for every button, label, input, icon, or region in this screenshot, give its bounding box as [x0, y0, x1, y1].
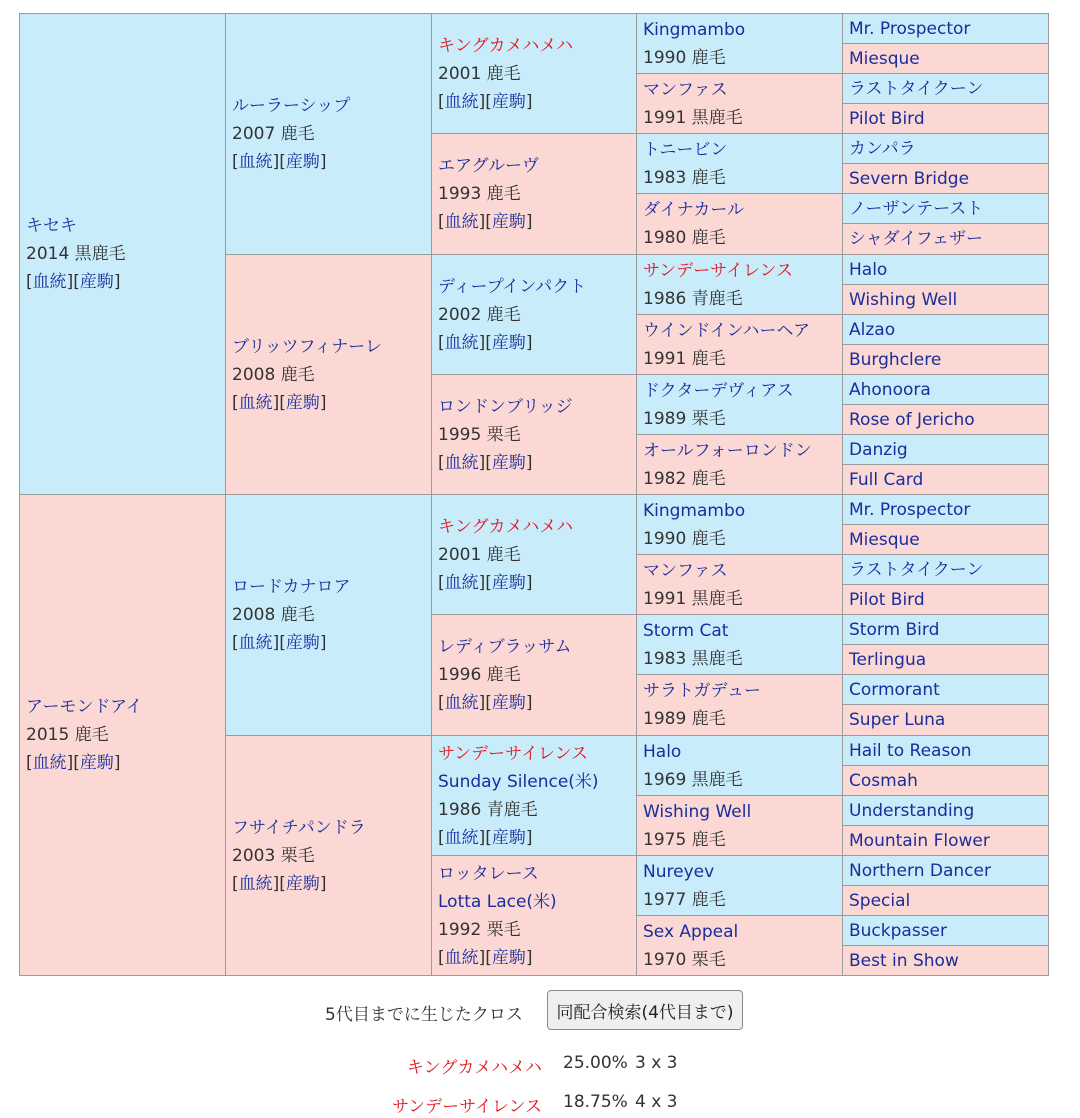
birth-year-color: 1989 栗毛 — [643, 408, 726, 429]
horse-name-link[interactable]: Kingmambo — [643, 19, 746, 40]
pedigree-cell-g5 — [842, 223, 1049, 255]
horse-name-link[interactable]: Special — [849, 890, 911, 911]
bloodline-link[interactable]: 血統 — [238, 633, 273, 653]
pedigree-cell-g5 — [842, 524, 1049, 555]
pedigree-links: [血統][産駒] — [232, 873, 327, 894]
horse-english-name-link[interactable]: Sunday Silence(米) — [438, 771, 599, 792]
horse-name-link[interactable]: トニービン — [643, 139, 728, 160]
horse-name-link[interactable]: ラストタイクーン — [849, 78, 984, 99]
pedigree-cell-g4 — [636, 855, 843, 916]
offspring-link[interactable]: 産駒 — [491, 212, 526, 232]
horse-name-link[interactable]: アーモンドアイ — [26, 697, 143, 717]
same-mating-search-button[interactable]: 同配合検索(4代目まで) — [547, 990, 743, 1030]
pedigree-cell-g4 — [636, 73, 843, 134]
horse-name-link[interactable]: レディブラッサム — [438, 637, 572, 657]
pedigree-cell-g3 — [431, 374, 637, 495]
pedigree-cell-g2 — [225, 254, 432, 495]
pedigree-cell-g5 — [842, 73, 1049, 104]
pedigree-cell-g5 — [842, 494, 1049, 525]
pedigree-cell-g5 — [842, 735, 1049, 766]
horse-name-link[interactable]: Burghclere — [849, 349, 942, 370]
horse-name-link[interactable]: Northern Dancer — [849, 860, 991, 881]
horse-name-link[interactable]: Severn Bridge — [849, 168, 970, 189]
offspring-link[interactable]: 産駒 — [491, 947, 526, 968]
pedigree-links: [血統][産駒] — [232, 633, 327, 653]
horse-name-link[interactable]: ウインドインハーヘア — [643, 320, 810, 341]
pedigree-cell-g3 — [431, 494, 637, 615]
horse-english-name-link[interactable]: Lotta Lace(米) — [438, 891, 557, 912]
pedigree-cell-g4 — [636, 915, 843, 976]
pedigree-cell-g3 — [431, 855, 637, 976]
horse-name-link[interactable]: ルーラーシップ — [232, 96, 351, 116]
horse-name-link[interactable]: Nureyev — [643, 861, 715, 882]
horse-name-link[interactable]: Kingmambo — [643, 500, 746, 521]
bloodline-link[interactable]: 血統 — [444, 827, 479, 848]
bloodline-link[interactable]: 血統 — [444, 452, 479, 473]
pedigree-cell-g4 — [636, 735, 843, 796]
pedigree-links: [血統][産駒] — [438, 827, 533, 848]
pedigree-links: [血統][産駒] — [232, 392, 327, 413]
pedigree-cell-g5 — [842, 614, 1049, 645]
pedigree-links: [血統][産駒] — [438, 947, 533, 968]
pedigree-links: [血統][産駒] — [438, 212, 533, 232]
horse-name-link[interactable]: エアグルーヴ — [438, 156, 539, 176]
cross-percent: 18.75% — [563, 1092, 628, 1112]
cross-generation: 4 x 3 — [635, 1092, 678, 1112]
horse-name-link[interactable]: ノーザンテースト — [849, 198, 984, 219]
pedigree-cell-g5 — [842, 825, 1049, 856]
horse-name-link[interactable]: Mountain Flower — [849, 830, 990, 851]
horse-name-link[interactable]: Mr. Prospector — [849, 499, 971, 520]
pedigree-cell-g4 — [636, 374, 843, 435]
birth-year-color: 1993 鹿毛 — [438, 184, 521, 204]
horse-name-link[interactable]: Halo — [849, 259, 888, 280]
birth-year-color: 2008 鹿毛 — [232, 605, 315, 625]
pedigree-cell-g5 — [842, 193, 1049, 224]
birth-year-color: 1992 栗毛 — [438, 919, 521, 940]
pedigree-cell-g5 — [842, 855, 1049, 886]
pedigree-cell-g5 — [842, 795, 1049, 826]
pedigree-links: [血統][産駒] — [26, 272, 121, 292]
birth-year-color: 2015 鹿毛 — [26, 725, 109, 745]
pedigree-cell-g5 — [842, 765, 1049, 796]
offspring-link[interactable]: 産駒 — [79, 753, 114, 773]
horse-name-link[interactable]: シャダイフェザー — [849, 229, 983, 249]
pedigree-cell-g2 — [225, 13, 432, 255]
cross-row — [0, 1092, 1080, 1118]
pedigree-cell-g4 — [636, 13, 843, 74]
pedigree-links: [血統][産駒] — [438, 91, 533, 112]
pedigree-cell-g5 — [842, 284, 1049, 315]
birth-year-color: 1990 鹿毛 — [643, 528, 726, 549]
horse-name-link[interactable]: Sex Appeal — [643, 921, 739, 942]
pedigree-cell-g3 — [431, 254, 637, 375]
offspring-link[interactable]: 産駒 — [491, 332, 526, 353]
pedigree-cell-g5 — [842, 434, 1049, 465]
pedigree-cell-g4 — [636, 614, 843, 675]
pedigree-cell-g5 — [842, 103, 1049, 134]
horse-name-link[interactable]: サンデーサイレンス — [438, 743, 589, 764]
pedigree-cell-g4 — [636, 494, 843, 555]
horse-name-link[interactable]: Cosmah — [849, 770, 918, 791]
offspring-link[interactable]: 産駒 — [285, 152, 320, 172]
birth-year-color: 1990 鹿毛 — [643, 47, 726, 68]
pedigree-links: [血統][産駒] — [438, 332, 533, 353]
horse-name-link[interactable]: フサイチパンドラ — [232, 817, 366, 838]
pedigree-cell-g1 — [19, 494, 226, 976]
offspring-link[interactable]: 産駒 — [285, 873, 320, 894]
horse-name-link[interactable]: サラトガデュー — [643, 681, 761, 701]
horse-name-link[interactable]: Danzig — [849, 439, 908, 460]
horse-name-link[interactable]: Best in Show — [849, 950, 959, 971]
birth-year-color: 1989 鹿毛 — [643, 709, 726, 729]
bloodline-link[interactable]: 血統 — [444, 693, 479, 713]
horse-name-link[interactable]: マンファス — [643, 79, 728, 100]
pedigree-cell-g5 — [842, 13, 1049, 44]
offspring-link[interactable]: 産駒 — [285, 392, 320, 413]
bloodline-link[interactable]: 血統 — [444, 91, 479, 112]
pedigree-cell-g4 — [636, 314, 843, 375]
pedigree-cell-g3 — [431, 614, 637, 736]
bloodline-link[interactable]: 血統 — [444, 947, 479, 968]
horse-name-link[interactable]: Alzao — [849, 319, 896, 340]
offspring-link[interactable]: 産駒 — [491, 452, 526, 473]
horse-name-link[interactable]: ロードカナロア — [232, 577, 351, 597]
offspring-link[interactable]: 産駒 — [491, 91, 526, 112]
horse-name-link[interactable]: Understanding — [849, 800, 975, 821]
horse-name-link[interactable]: Miesque — [849, 529, 920, 550]
horse-name-link[interactable]: Wishing Well — [849, 289, 958, 310]
horse-name-link[interactable]: Ahonoora — [849, 379, 931, 400]
horse-name-link[interactable]: キングカメハメハ — [438, 516, 574, 537]
horse-name-link[interactable]: Mr. Prospector — [849, 18, 971, 39]
birth-year-color: 1977 鹿毛 — [643, 889, 726, 910]
birth-year-color: 2003 栗毛 — [232, 845, 315, 866]
pedigree-links: [血統][産駒] — [232, 152, 327, 172]
horse-name-link[interactable]: ドクターデヴィアス — [643, 380, 794, 401]
bloodline-link[interactable]: 血統 — [238, 392, 273, 413]
bloodline-link[interactable]: 血統 — [238, 152, 273, 172]
horse-name-link[interactable]: ダイナカール — [643, 200, 744, 220]
horse-name-link[interactable]: Storm Cat — [643, 620, 729, 641]
pedigree-cell-g5 — [842, 945, 1049, 976]
pedigree-cell-g4 — [636, 133, 843, 194]
pedigree-cell-g5 — [842, 344, 1049, 375]
horse-name-link[interactable]: Rose of Jericho — [849, 409, 975, 430]
cross-generation: 3 x 3 — [635, 1053, 678, 1073]
birth-year-color: 2001 鹿毛 — [438, 544, 521, 565]
horse-name-link[interactable]: カンパラ — [849, 138, 916, 159]
pedigree-links: [血統][産駒] — [438, 452, 533, 473]
horse-name-link[interactable]: Full Card — [849, 469, 924, 490]
horse-name-link[interactable]: Hail to Reason — [849, 740, 972, 761]
bloodline-link[interactable]: 血統 — [238, 873, 273, 894]
pedigree-cell-g5 — [842, 915, 1049, 946]
pedigree-cell-g4 — [636, 554, 843, 615]
birth-year-color: 1986 青鹿毛 — [643, 288, 743, 309]
horse-name-link[interactable]: ロンドンブリッジ — [438, 396, 573, 417]
offspring-link[interactable]: 産駒 — [79, 272, 114, 292]
pedigree-links: [血統][産駒] — [438, 572, 533, 593]
pedigree-cell-g4 — [636, 254, 843, 315]
birth-year-color: 2014 黒鹿毛 — [26, 244, 126, 264]
horse-name-link[interactable]: Miesque — [849, 48, 920, 69]
horse-name-link[interactable]: マンファス — [643, 560, 728, 581]
horse-name-link[interactable]: Terlingua — [849, 649, 927, 670]
horse-name-link[interactable]: Wishing Well — [643, 801, 752, 822]
birth-year-color: 1970 栗毛 — [643, 949, 726, 970]
offspring-link[interactable]: 産駒 — [491, 693, 526, 713]
birth-year-color: 1980 鹿毛 — [643, 228, 726, 248]
horse-name-link[interactable]: Cormorant — [849, 679, 940, 700]
horse-name-link[interactable]: キセキ — [26, 216, 77, 236]
pedigree-cell-g4 — [636, 795, 843, 856]
birth-year-color: 1969 黒鹿毛 — [643, 769, 743, 790]
pedigree-cell-g5 — [842, 43, 1049, 74]
pedigree-cell-g5 — [842, 644, 1049, 675]
pedigree-cell-g5 — [842, 133, 1049, 164]
horse-name-link[interactable]: キングカメハメハ — [438, 35, 574, 56]
bloodline-link[interactable]: 血統 — [32, 753, 67, 773]
birth-year-color: 2007 鹿毛 — [232, 124, 315, 144]
horse-name-link[interactable]: Pilot Bird — [849, 589, 925, 610]
offspring-link[interactable]: 産駒 — [491, 572, 526, 593]
pedigree-cell-g4 — [636, 674, 843, 736]
horse-name-link[interactable]: ロッタレース — [438, 863, 539, 884]
pedigree-cell-g4 — [636, 434, 843, 495]
cross-caption: 5代目までに生じたクロス — [325, 1005, 523, 1025]
horse-name-link[interactable]: Halo — [643, 741, 682, 762]
horse-name-link[interactable]: ディープインパクト — [438, 276, 587, 297]
offspring-link[interactable]: 産駒 — [285, 633, 320, 653]
cross-section — [0, 990, 1080, 1030]
offspring-link[interactable]: 産駒 — [491, 827, 526, 848]
pedigree-cell-g5 — [842, 314, 1049, 345]
pedigree-cell-g3 — [431, 13, 637, 134]
horse-name-link[interactable]: Buckpasser — [849, 920, 947, 941]
pedigree-links: [血統][産駒] — [438, 693, 533, 713]
bloodline-link[interactable]: 血統 — [444, 212, 479, 232]
horse-name-link[interactable]: Storm Bird — [849, 619, 940, 640]
birth-year-color: 2002 鹿毛 — [438, 304, 521, 325]
pedigree-cell-g5 — [842, 404, 1049, 435]
birth-year-color: 1986 青鹿毛 — [438, 799, 538, 820]
pedigree-cell-g3 — [431, 735, 637, 856]
pedigree-cell-g2 — [225, 494, 432, 736]
birth-year-color: 1982 鹿毛 — [643, 468, 726, 489]
pedigree-cell-g5 — [842, 464, 1049, 495]
pedigree-cell-g5 — [842, 674, 1049, 705]
bloodline-link[interactable]: 血統 — [444, 332, 479, 353]
horse-name-link[interactable]: サンデーサイレンス — [643, 260, 794, 281]
cross-percent: 25.00% — [563, 1053, 628, 1073]
pedigree-cell-g5 — [842, 584, 1049, 615]
bloodline-link[interactable]: 血統 — [444, 572, 479, 593]
cross-row — [0, 1053, 1080, 1079]
birth-year-color: 2008 鹿毛 — [232, 364, 315, 385]
birth-year-color: 1983 鹿毛 — [643, 167, 726, 188]
horse-name-link[interactable]: Pilot Bird — [849, 108, 925, 129]
pedigree-links: [血統][産駒] — [26, 753, 121, 773]
birth-year-color: 2001 鹿毛 — [438, 63, 521, 84]
horse-name-link[interactable]: ラストタイクーン — [849, 559, 984, 580]
bloodline-link[interactable]: 血統 — [32, 272, 67, 292]
pedigree-cell-g2 — [225, 735, 432, 976]
birth-year-color: 1991 黒鹿毛 — [643, 107, 743, 128]
horse-name-link[interactable]: ブリッツフィナーレ — [232, 336, 382, 357]
pedigree-cell-g5 — [842, 254, 1049, 285]
pedigree-cell-g3 — [431, 133, 637, 255]
birth-year-color: 1983 黒鹿毛 — [643, 648, 743, 669]
pedigree-table — [19, 13, 1048, 975]
pedigree-cell-g5 — [842, 554, 1049, 585]
pedigree-cell-g4 — [636, 193, 843, 255]
pedigree-cell-g5 — [842, 885, 1049, 916]
pedigree-cell-g5 — [842, 704, 1049, 736]
pedigree-cell-g1 — [19, 13, 226, 495]
pedigree-cell-g5 — [842, 163, 1049, 194]
birth-year-color: 1995 栗毛 — [438, 424, 521, 445]
birth-year-color: 1991 黒鹿毛 — [643, 588, 743, 609]
birth-year-color: 1996 鹿毛 — [438, 665, 521, 685]
birth-year-color: 1975 鹿毛 — [643, 829, 726, 850]
horse-name-link[interactable]: Super Luna — [849, 710, 946, 730]
birth-year-color: 1991 鹿毛 — [643, 348, 726, 369]
horse-name-link[interactable]: オールフォーロンドン — [643, 440, 812, 461]
cross-horse-name[interactable]: キングカメハメハ — [406, 1058, 542, 1078]
pedigree-cell-g5 — [842, 374, 1049, 405]
cross-horse-name[interactable]: サンデーサイレンス — [391, 1097, 542, 1117]
